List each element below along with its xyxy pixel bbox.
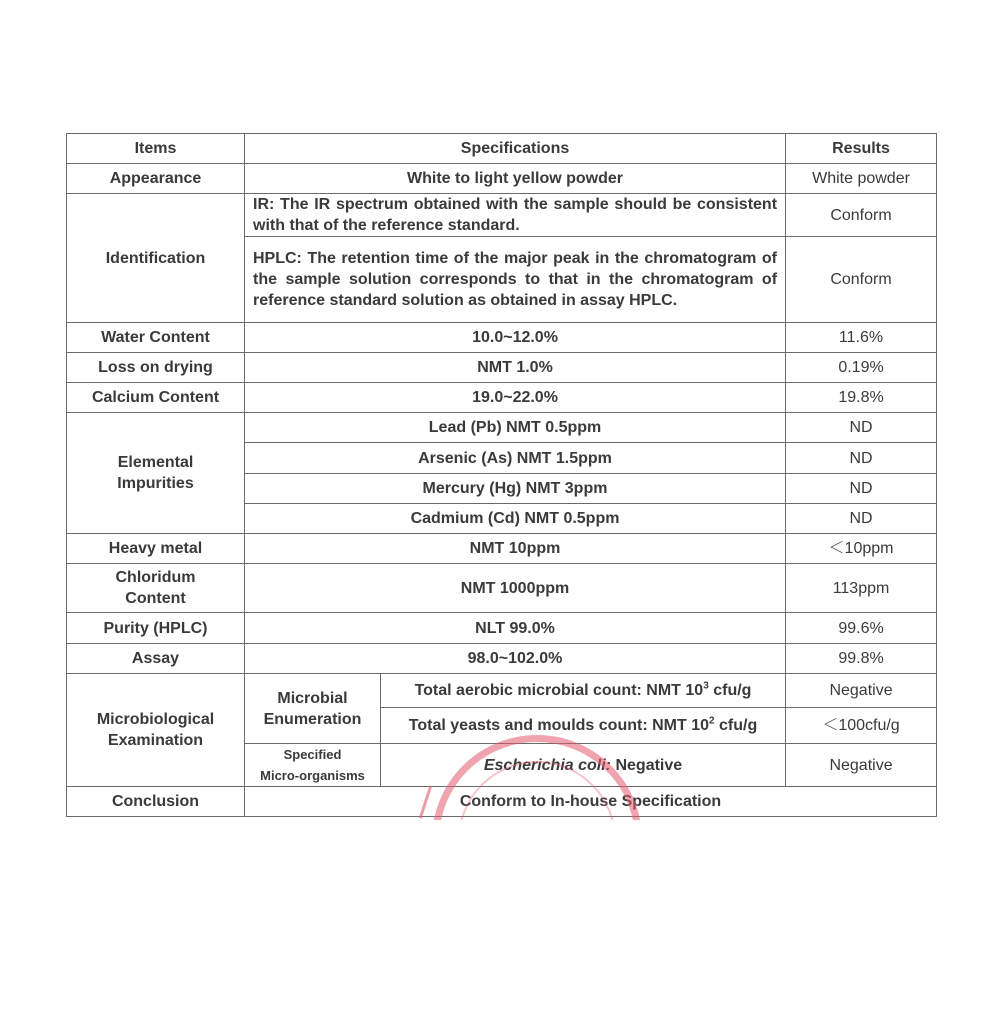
organism-name: Escherichia coli: bbox=[483, 756, 612, 774]
table-row-heavy-metal bbox=[67, 534, 937, 564]
spec-value: Mercury (Hg) NMT 3ppm bbox=[245, 474, 786, 504]
item-label-line2: Content bbox=[125, 590, 186, 607]
result-value: 0.19% bbox=[786, 353, 937, 383]
result-value: 99.6% bbox=[786, 613, 937, 644]
spec-value: 10.0~12.0% bbox=[245, 323, 786, 353]
spec-value: NMT 1000ppm bbox=[245, 564, 786, 613]
table-row-chloridum-content bbox=[67, 564, 937, 613]
spec-value: 98.0~102.0% bbox=[245, 644, 786, 674]
sub-item-label bbox=[245, 674, 381, 744]
sub-item-line1: Specified bbox=[283, 747, 342, 762]
item-label: Identification bbox=[67, 194, 245, 323]
result-value: ND bbox=[786, 443, 937, 474]
item-label-line2: Examination bbox=[107, 732, 204, 749]
spec-exponent: 2 bbox=[708, 715, 715, 727]
result-value: Negative bbox=[786, 744, 937, 787]
spec-value: Arsenic (As) NMT 1.5ppm bbox=[245, 443, 786, 474]
spec-value: NMT 1.0% bbox=[245, 353, 786, 383]
result-value: Conform bbox=[786, 194, 937, 237]
item-label: Conclusion bbox=[67, 787, 245, 817]
spec-unit: cfu/g bbox=[708, 682, 752, 699]
item-label-line1: Chloridum bbox=[115, 569, 196, 586]
result-value: Negative bbox=[786, 674, 937, 708]
spec-value: White to light yellow powder bbox=[245, 164, 786, 194]
table-row-conclusion bbox=[67, 787, 937, 817]
result-value: ND bbox=[786, 504, 937, 534]
item-label: Heavy metal bbox=[67, 534, 245, 564]
table-row-assay bbox=[67, 644, 937, 674]
sub-item-line1: Microbial bbox=[277, 689, 348, 707]
item-label-line1: Elemental bbox=[117, 454, 194, 471]
spec-value bbox=[381, 708, 786, 744]
result-value: ＜10ppm bbox=[786, 534, 937, 564]
result-value: 99.8% bbox=[786, 644, 937, 674]
spec-value: Lead (Pb) NMT 0.5ppm bbox=[245, 413, 786, 443]
spec-value bbox=[381, 674, 786, 708]
sub-item-line2: Micro-organisms bbox=[260, 768, 365, 783]
header-items: Items bbox=[67, 134, 245, 164]
spec-value: NMT 10ppm bbox=[245, 534, 786, 564]
header-results: Results bbox=[786, 134, 937, 164]
conclusion-value: Conform to In-house Specification bbox=[245, 787, 937, 817]
table-row-lead bbox=[67, 413, 937, 443]
spec-value: 19.0~22.0% bbox=[245, 383, 786, 413]
table-row-loss-on-drying bbox=[67, 353, 937, 383]
spec-value: NLT 99.0% bbox=[245, 613, 786, 644]
spec-text: Total aerobic microbial count: NMT 10 bbox=[414, 682, 704, 699]
header-row bbox=[67, 134, 937, 164]
item-label bbox=[67, 674, 245, 787]
table-row-purity bbox=[67, 613, 937, 644]
table-row-appearance bbox=[67, 164, 937, 194]
result-value: ND bbox=[786, 413, 937, 443]
item-label: Appearance bbox=[67, 164, 245, 194]
result-value: White powder bbox=[786, 164, 937, 194]
table-row-identification-ir bbox=[67, 194, 937, 237]
spec-text: Negative bbox=[611, 756, 683, 774]
sub-item-line2: Enumeration bbox=[263, 710, 362, 728]
item-label: Assay bbox=[67, 644, 245, 674]
specification-table bbox=[66, 133, 937, 817]
spec-exponent: 3 bbox=[703, 680, 709, 692]
spec-value: IR: The IR spectrum obtained with the sample should be consistent with that of the reference standard. bbox=[245, 194, 786, 237]
item-label: Purity (HPLC) bbox=[67, 613, 245, 644]
spec-value bbox=[381, 744, 786, 787]
sub-item-label bbox=[245, 744, 381, 787]
spec-value: HPLC: The retention time of the major peak in the chromatogram of the sample solution corresponds to that in the chromatogram of reference standard solution as obtained in assay HPLC. bbox=[245, 237, 786, 323]
spec-value: Cadmium (Cd) NMT 0.5ppm bbox=[245, 504, 786, 534]
item-label: Calcium Content bbox=[67, 383, 245, 413]
table-row-aerobic-count bbox=[67, 674, 937, 708]
table-row-calcium-content bbox=[67, 383, 937, 413]
result-value: 11.6% bbox=[786, 323, 937, 353]
result-value: ＜100cfu/g bbox=[786, 708, 937, 744]
spec-unit: cfu/g bbox=[714, 717, 758, 734]
result-value: Conform bbox=[786, 237, 937, 323]
spec-text: Total yeasts and moulds count: NMT 10 bbox=[408, 717, 709, 734]
result-value: 19.8% bbox=[786, 383, 937, 413]
result-value: 113ppm bbox=[786, 564, 937, 613]
item-label bbox=[67, 413, 245, 534]
page-background bbox=[400, 820, 700, 1020]
header-specifications: Specifications bbox=[245, 134, 786, 164]
item-label-line1: Microbiological bbox=[96, 711, 215, 728]
item-label bbox=[67, 564, 245, 613]
table-row-water-content bbox=[67, 323, 937, 353]
result-value: ND bbox=[786, 474, 937, 504]
item-label-line2: Impurities bbox=[117, 475, 194, 492]
item-label: Water Content bbox=[67, 323, 245, 353]
item-label: Loss on drying bbox=[67, 353, 245, 383]
